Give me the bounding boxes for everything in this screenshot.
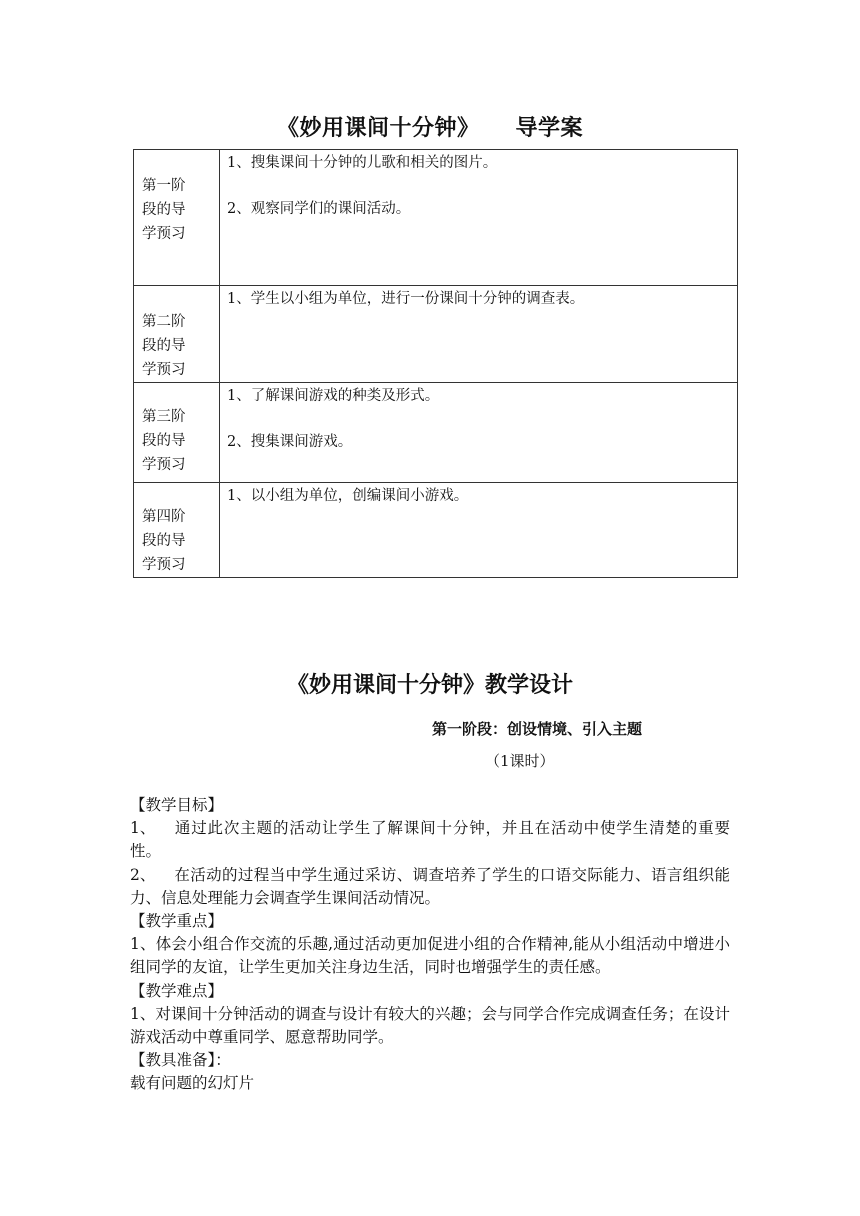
goal-number: 1、	[130, 819, 156, 838]
stage-label-4: 第四阶 段的导 学预习	[134, 483, 220, 578]
guide-row-2	[134, 286, 738, 383]
tools-heading: 【教具准备】：	[130, 1051, 231, 1070]
stage-content-1	[220, 150, 738, 286]
guide-title	[0, 111, 860, 142]
goal-item-2	[130, 864, 730, 910]
design-body	[130, 794, 730, 1096]
stage-item: 2、观察同学们的课间活动。	[227, 201, 411, 217]
stage-heading: 第一阶段：创设情境、引入主题	[432, 720, 643, 738]
guide-row-3	[134, 383, 738, 483]
guide-title-main: 《妙用课间十分钟》	[276, 116, 480, 141]
stage-item: 1、了解课间游戏的种类及形式。	[227, 388, 440, 404]
stage-content-4	[220, 483, 738, 578]
goal-item-1	[130, 817, 730, 863]
stage-content-3	[220, 383, 738, 483]
stage-label-3: 第三阶 段的导 学预习	[134, 383, 220, 483]
goal-text: 在活动的过程当中学生通过采访、调查培养了学生的口语交际能力、语言组织能力、信息处理能力会调查学生课间活动情况。	[130, 865, 730, 907]
guide-table	[133, 149, 738, 578]
stage-label-1: 第一阶 段的导 学预习	[134, 150, 220, 286]
stage-label-2: 第二阶 段的导 学预习	[134, 286, 220, 383]
guide-row-1	[134, 150, 738, 286]
key-heading: 【教学重点】	[130, 912, 224, 931]
stage-content-2	[220, 286, 738, 383]
stage-item: 2、搜集课间游戏。	[227, 434, 353, 450]
lesson-hours: （1课时）	[485, 752, 555, 770]
difficult-text: 1、对课间十分钟活动的调查与设计有较大的兴趣；会与同学合作完成调查任务；在设计游戏活动中尊重同学、愿意帮助同学。	[130, 1004, 730, 1047]
difficult-heading: 【教学难点】	[130, 981, 224, 1000]
goals-heading: 【教学目标】	[130, 796, 224, 814]
stage-item: 1、学生以小组为单位，进行一份课间十分钟的调查表。	[227, 291, 585, 307]
guide-title-suffix: 导学案	[515, 116, 584, 141]
key-text: 1、体会小组合作交流的乐趣,通过活动更加促进小组的合作精神,能从小组活动中增进小组同学的友谊，让学生更加关注身边生活，同时也增强学生的责任感。	[130, 935, 730, 977]
tools-text: 载有问题的幻灯片	[130, 1074, 255, 1093]
stage-item: 1、以小组为单位，创编课间小游戏。	[227, 488, 469, 504]
stage-item: 1、搜集课间十分钟的儿歌和相关的图片。	[227, 155, 498, 171]
goal-text: 通过此次主题的活动让学生了解课间十分钟，并且在活动中使学生清楚的重要性。	[130, 819, 730, 861]
design-title: 《妙用课间十分钟》教学设计	[286, 673, 573, 698]
goal-number: 2、	[130, 865, 156, 884]
guide-row-4	[134, 483, 738, 578]
